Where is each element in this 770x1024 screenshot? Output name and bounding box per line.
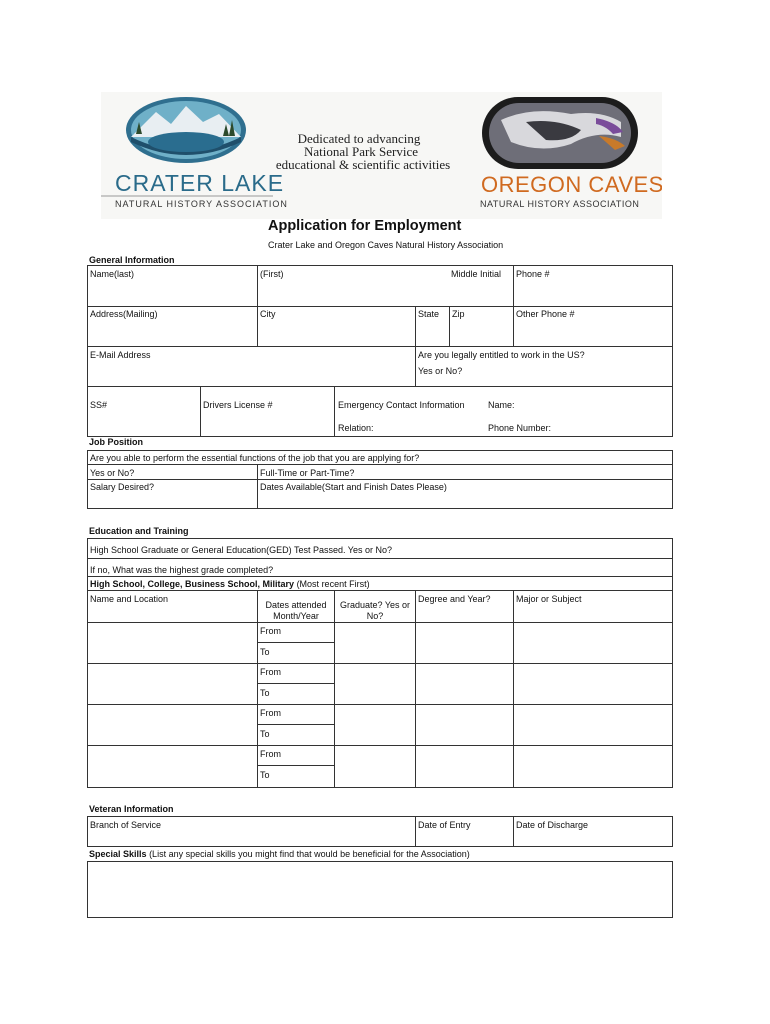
col-major: Major or Subject [516, 594, 582, 604]
salary-label: Salary Desired? [90, 482, 155, 492]
date-discharge-label: Date of Discharge [516, 820, 589, 830]
crater-lake-wordmark: CRATER LAKE [115, 170, 285, 196]
row3-to: To [260, 729, 270, 739]
state-label: State [418, 309, 440, 319]
section-education-heading: Education and Training [89, 526, 189, 536]
other-phone-label: Other Phone # [516, 309, 575, 319]
row2-to: To [260, 688, 270, 698]
row3-from: From [260, 708, 281, 718]
emergency-phone-label: Phone Number: [488, 423, 552, 433]
middle-initial-label: Middle Initial [451, 269, 502, 279]
svg-text:NATURAL HISTORY ASSOCIATION: NATURAL HISTORY ASSOCIATION [480, 199, 640, 209]
banner-art [101, 92, 662, 219]
ss-label: SS# [90, 400, 108, 410]
svg-text:National Park Service: National Park Service [303, 144, 419, 159]
col-dates-attended: Dates attended [265, 600, 327, 610]
hs-question: High School Graduate or General Education(GED) Test Passed. Yes or No? [90, 545, 393, 555]
section-general-heading: General Information [89, 255, 175, 265]
crater-lake-logo-icon [126, 97, 246, 163]
schools-heading: High School, College, Business School, Military (Most recent First) [90, 579, 370, 589]
grade-question: If no, What was the highest grade completed? [90, 565, 274, 575]
row1-to: To [260, 647, 270, 657]
svg-text:Dedicated to advancing: Dedicated to advancing [297, 131, 421, 146]
emergency-relation-label: Relation: [338, 423, 374, 433]
page-title: Application for Employment [268, 218, 462, 234]
dates-available-label: Dates Available(Start and Finish Dates Please) [260, 482, 447, 492]
emergency-name-label: Name: [488, 400, 515, 410]
fulltime-label: Full-Time or Part-Time? [260, 468, 355, 478]
page-subtitle: Crater Lake and Oregon Caves Natural History Association [268, 240, 504, 250]
svg-text:educational & scientific activ: educational & scientific activities [275, 157, 451, 172]
branch-label: Branch of Service [90, 820, 162, 830]
header-banner [101, 92, 662, 219]
city-label: City [260, 309, 276, 319]
phone-label: Phone # [516, 269, 550, 279]
date-entry-label: Date of Entry [418, 820, 471, 830]
special-skills-heading: Special Skills (List any special skills you might find that would be beneficial for the Association) [89, 849, 470, 859]
job-yes-no: Yes or No? [90, 468, 135, 478]
col-degree: Degree and Year? [418, 594, 491, 604]
special-skills-box[interactable] [87, 861, 673, 918]
email-label: E-Mail Address [90, 350, 151, 360]
legal-options: Yes or No? [418, 366, 463, 376]
oregon-caves-logo-icon [482, 97, 638, 169]
emergency-contact-label: Emergency Contact Information [338, 400, 465, 410]
row4-from: From [260, 749, 281, 759]
section-veteran-heading: Veteran Information [89, 804, 174, 814]
address-label: Address(Mailing) [90, 309, 158, 319]
row4-to: To [260, 770, 270, 780]
name-last-label: Name(last) [90, 269, 135, 279]
zip-label: Zip [452, 309, 465, 319]
oregon-caves-wordmark: OREGON CAVES [481, 172, 662, 197]
section-job-heading: Job Position [89, 437, 143, 447]
row2-from: From [260, 667, 281, 677]
row1-from: From [260, 626, 281, 636]
svg-text:NATURAL HISTORY ASSOCIATION: NATURAL HISTORY ASSOCIATION [115, 199, 288, 209]
drivers-license-label: Drivers License # [203, 400, 273, 410]
name-first-label: (First) [260, 269, 284, 279]
legal-question: Are you legally entitled to work in the US? [418, 350, 585, 360]
col-graduate: Graduate? Yes or [339, 600, 411, 610]
general-info-table [87, 265, 673, 437]
job-question: Are you able to perform the essential functions of the job that you are applying for? [90, 453, 420, 463]
col-name-location: Name and Location [90, 594, 169, 604]
